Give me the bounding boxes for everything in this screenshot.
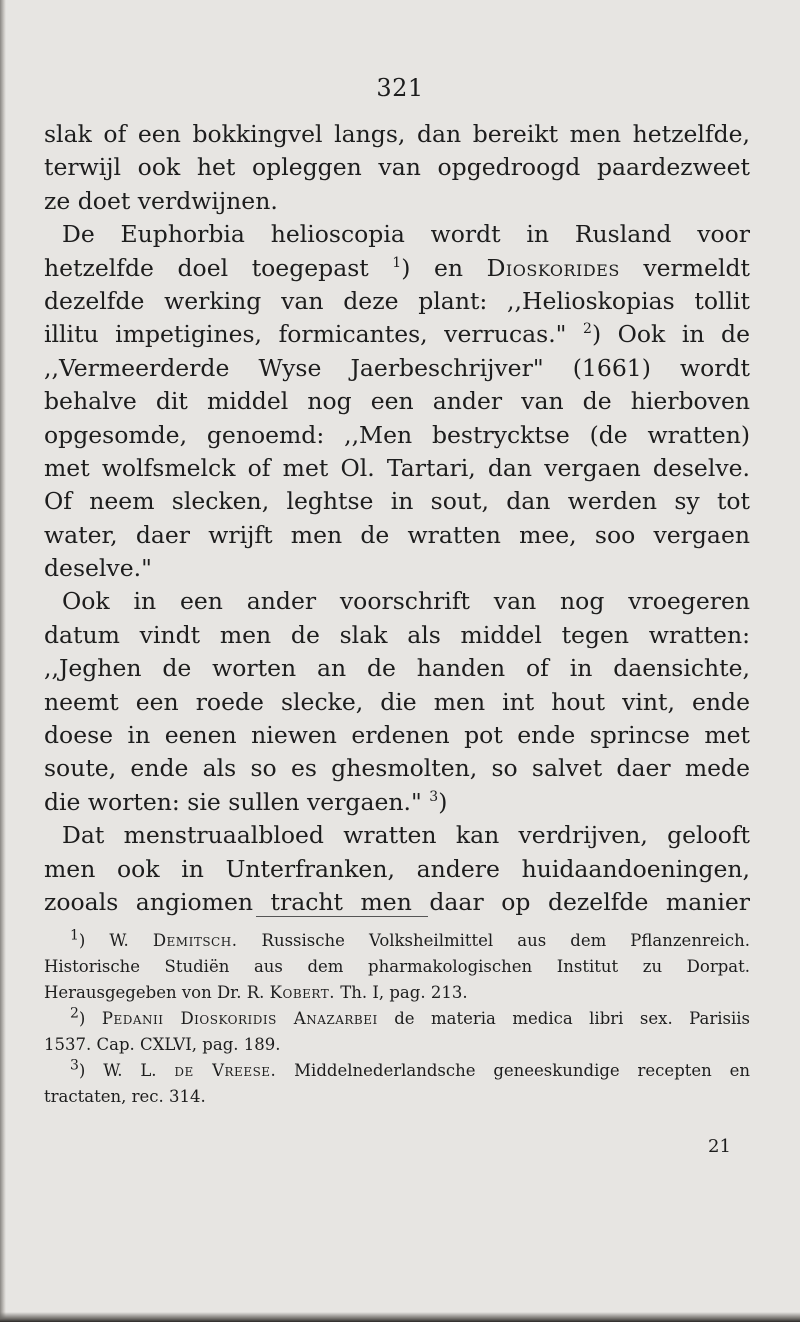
small-caps-name: de Vreese.	[174, 1061, 277, 1080]
footnote-line: Herausgegeben von Dr. R. Kobert. Th. I, pag. 213.	[44, 983, 468, 1002]
small-caps-name: Pedanii Dioskoridis Anazarbei	[101, 1009, 378, 1028]
small-caps-name: Kobert.	[269, 983, 335, 1002]
footnote-divider	[256, 916, 428, 917]
text-line: ,,Vermeerderde Wyse Jaerbeschrijver" (1661) wordt	[44, 353, 750, 382]
text-line: dezelfde werking van deze plant: ,,Helioskopias tollit	[44, 286, 750, 315]
page-number: 321	[376, 74, 424, 102]
text-line: datum vindt men de slak als middel tegen wratten:	[44, 620, 750, 649]
footnote-line: $^1$) W. Demitsch. Russische Volksheilmittel aus dem Pflanzenreich.	[70, 927, 750, 950]
footnote-ref: 2	[583, 321, 592, 338]
small-caps-name: Dioskorides	[486, 253, 620, 282]
text-line: Ook in een ander voorschrift van nog vroegeren	[62, 587, 750, 616]
footnote-line: $^2$) Pedanii Dioskoridis Anazarbei de materia medica libri sex. Parisiis	[70, 1005, 751, 1028]
text-line: met wolfsmelck of met Ol. Tartari, dan vergaen deselve.	[44, 453, 750, 482]
text-line: De Euphorbia helioscopia wordt in Rusland voor	[62, 220, 750, 249]
text-line: opgesomde, genoemd: ,,Men bestrycktse (de wratten)	[44, 420, 750, 449]
text-line: slak of een bokkingvel langs, dan bereikt men hetzelfde,	[44, 120, 750, 148]
footnote-line: Historische Studiën aus dem pharmakologischen Institut zu Dorpat.	[44, 957, 750, 976]
footnotes	[44, 928, 750, 1110]
text-line: water, daer wrijft men de wratten mee, soo vergaen	[44, 520, 750, 549]
body-text	[44, 118, 750, 919]
footnote-line: $^3$) W. L. de Vreese. Middelnederlandsche geneeskundige recepten en	[70, 1057, 750, 1080]
text-line: men ook in Unterfranken, andere huidaandoeningen,	[44, 854, 750, 883]
text-line: deselve."	[44, 554, 152, 583]
text-line: die worten: sie sullen vergaen." $^3$)	[44, 787, 448, 816]
text-line: Dat menstruaalbloed wratten kan verdrijven, gelooft	[62, 821, 750, 850]
page-binding-edge	[0, 0, 6, 1322]
footnote-ref: 3	[429, 788, 439, 805]
small-caps-name: Demitsch.	[152, 931, 238, 950]
text-line: doese in eenen niewen erdenen pot ende sprincse met	[44, 721, 750, 750]
text-line: ze doet verdwijnen.	[44, 186, 278, 215]
footnote-ref: 3	[70, 1057, 79, 1074]
text-line: neemt een roede slecke, die men int hout vint, ende	[44, 687, 750, 716]
footnote-ref: 2	[70, 1005, 79, 1022]
footnote-line: 1537. Cap. CXLVI, pag. 189.	[44, 1035, 281, 1054]
text-line: ,,Jeghen de worten an de handen of in daensichte,	[44, 654, 750, 683]
text-line: illitu impetigines, formicantes, verrucas." $^2$) Ook in de	[44, 320, 750, 349]
text-line: Of neem slecken, leghtse in sout, dan werden sy tot	[44, 487, 750, 516]
text-line: terwijl ook het opleggen van opgedroogd paardezweet	[44, 153, 750, 182]
signature-mark: 21	[708, 1136, 731, 1157]
footnote-line: tractaten, rec. 314.	[44, 1087, 206, 1106]
text-line: zooals angiomen tracht men daar op dezelfde manier	[44, 887, 750, 916]
page-bottom-edge	[0, 1312, 800, 1322]
text-line: soute, ende als so es ghesmolten, so salvet daer mede	[44, 754, 750, 783]
footnote-ref: 1	[392, 254, 402, 271]
text-line: hetzelfde doel toegepast $^1$) en Dioskorides vermeldt	[44, 253, 750, 282]
text-line: behalve dit middel nog een ander van de hierboven	[44, 387, 750, 416]
footnote-ref: 1	[70, 927, 79, 944]
